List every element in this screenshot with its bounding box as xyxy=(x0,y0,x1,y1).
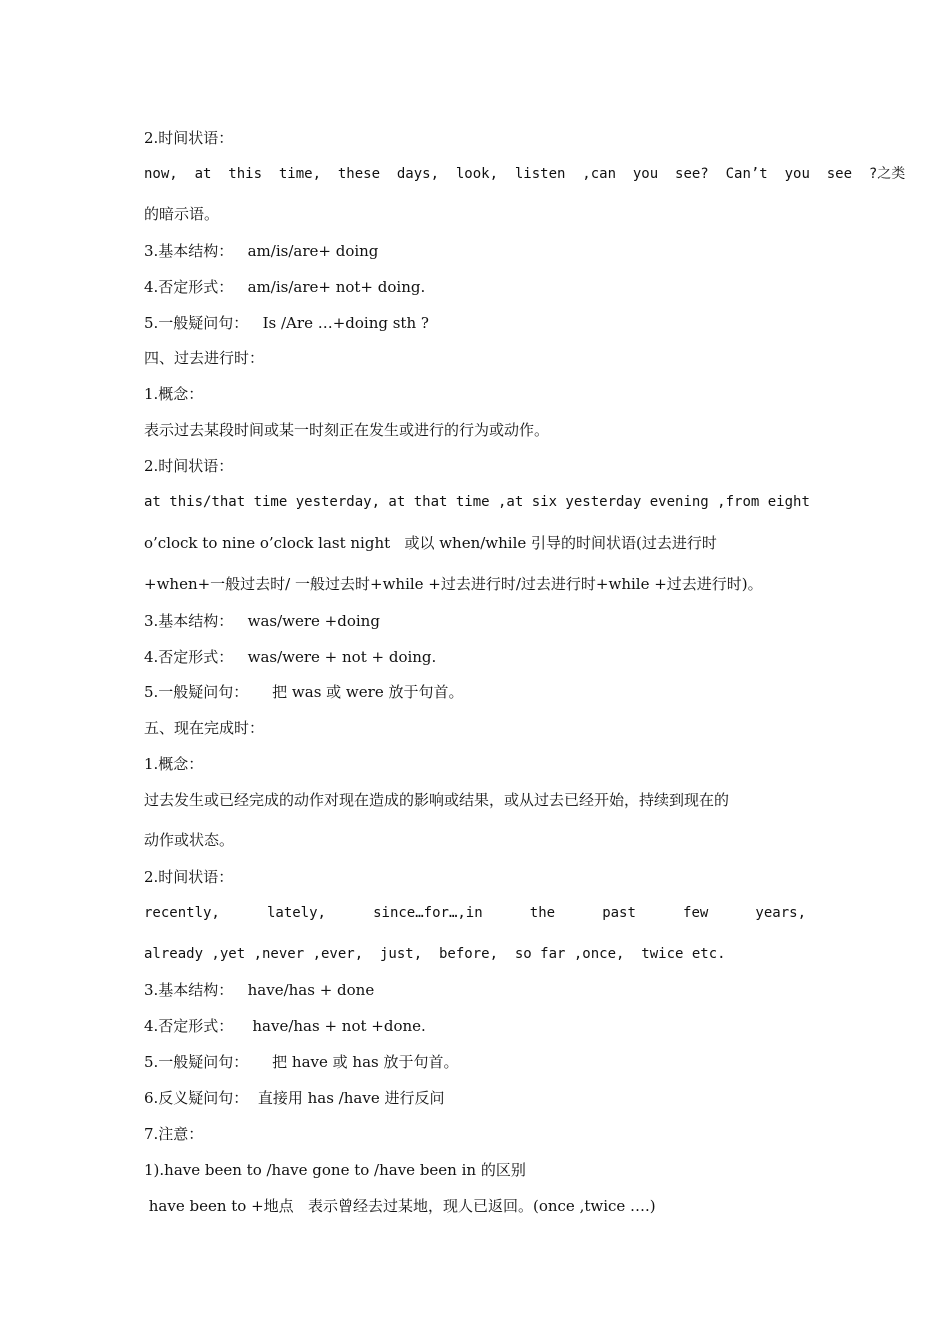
note-item-1: 1).have been to /have gone to /have been in 的区别 xyxy=(144,1161,526,1179)
word: years, xyxy=(755,905,806,921)
time-adverbial-text-2: at this/that time yesterday, at that time ,at six yesterday evening ,from eight xyxy=(144,494,810,510)
concept-text-3-cont: 动作或状态。 xyxy=(144,831,235,849)
negative-form-2: 4.否定形式： was/were + not + doing. xyxy=(144,648,437,666)
concept-text-3: 过去发生或已经完成的动作对现在造成的影响或结果，或从过去已经开始，持续到现在的 xyxy=(144,791,730,809)
word: past xyxy=(602,905,636,921)
general-question-1: 5.一般疑问句： Is /Are …+doing sth ? xyxy=(144,314,429,332)
basic-structure-2: 3.基本结构： was/were +doing xyxy=(144,612,380,630)
concept-text-2: 表示过去某段时间或某一时刻正在发生或进行的行为或动作。 xyxy=(144,421,550,439)
section-heading-present-perfect: 五、现在完成时： xyxy=(144,719,265,737)
time-adverbial-text-1-cont: 的暗示语。 xyxy=(144,205,220,223)
basic-structure-3: 3.基本结构： have/has + done xyxy=(144,981,375,999)
note-item-1-detail: have been to +地点 表示曾经去过某地，现人已返回。(once ,twice ….) xyxy=(144,1197,656,1215)
concept-heading-3: 1.概念： xyxy=(144,755,204,773)
general-question-2: 5.一般疑问句： 把 was 或 were 放于句首。 xyxy=(144,683,464,701)
word: recently, xyxy=(144,905,220,921)
negative-form-1: 4.否定形式： am/is/are+ not+ doing. xyxy=(144,278,426,296)
general-question-3: 5.一般疑问句： 把 have 或 has 放于句首。 xyxy=(144,1053,459,1071)
time-adverbial-text-3 xyxy=(144,903,806,923)
section-heading-past-continuous: 四、过去进行时： xyxy=(144,349,265,367)
note-heading-3: 7.注意： xyxy=(144,1125,204,1143)
concept-heading-2: 1.概念： xyxy=(144,385,204,403)
time-adverbial-heading-1: 2.时间状语： xyxy=(144,129,234,147)
time-adverbial-text-1: now, at this time, these days, look, listen ,can you see? Can’t you see ?之类 xyxy=(144,166,906,182)
negative-form-3: 4.否定形式： have/has + not +done. xyxy=(144,1017,426,1035)
time-adverbial-text-2-cont2: +when+一般过去时/ 一般过去时+while +过去进行时/过去进行时+while +过去进行时)。 xyxy=(144,575,763,593)
word: the xyxy=(529,905,556,921)
word: lately, xyxy=(266,905,326,921)
tag-question-3: 6.反义疑问句： 直接用 has /have 进行反问 xyxy=(144,1089,445,1107)
time-adverbial-heading-3: 2.时间状语： xyxy=(144,868,234,886)
time-adverbial-heading-2: 2.时间状语： xyxy=(144,457,234,475)
time-adverbial-text-2-cont: o’clock to nine o’clock last night 或以 when/while 引导的时间状语(过去进行时 xyxy=(144,534,717,552)
basic-structure-1: 3.基本结构： am/is/are+ doing xyxy=(144,242,379,260)
time-adverbial-text-3-cont: already ,yet ,never ,ever, just, before, so far ,once, twice etc. xyxy=(144,946,726,962)
word: since…for…,in xyxy=(373,905,483,921)
word: few xyxy=(683,905,709,921)
